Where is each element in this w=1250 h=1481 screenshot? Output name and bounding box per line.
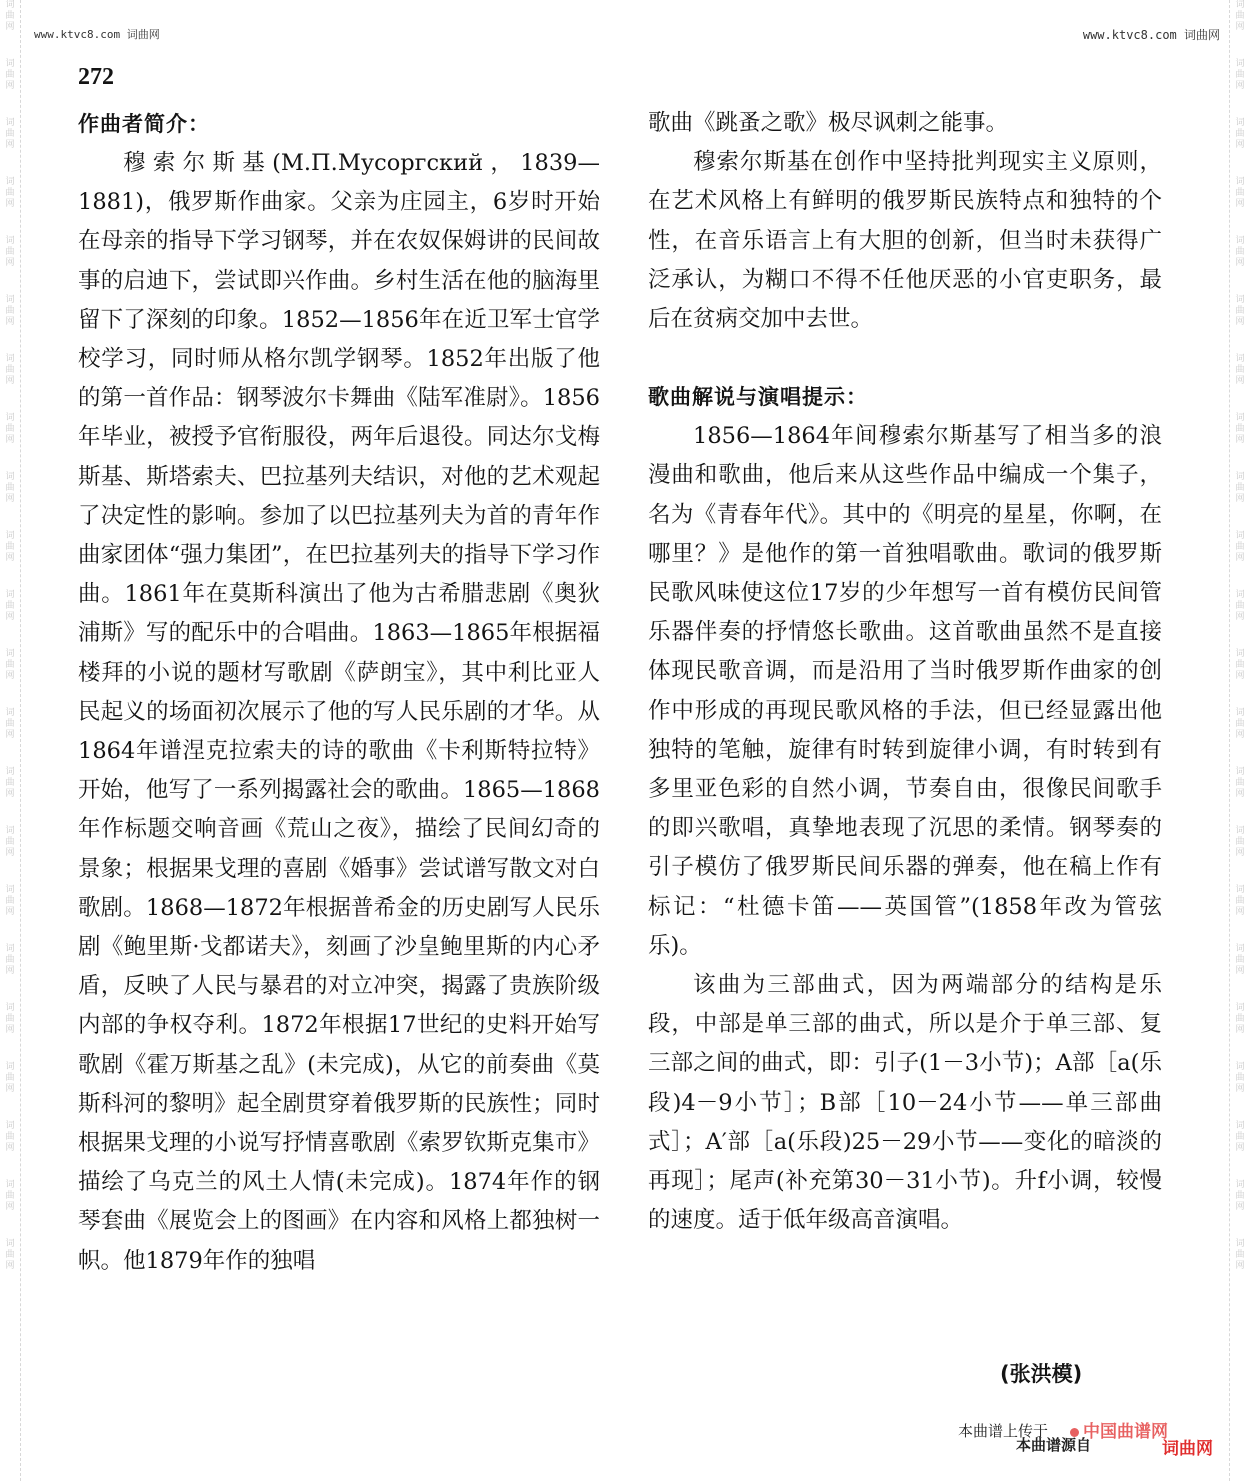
footer-source-origin: 本曲谱源自: [1016, 1436, 1092, 1454]
side-watermark: 词曲网: [5, 649, 15, 681]
author-credit: (张洪模): [1000, 1362, 1083, 1386]
side-watermark: 词曲网: [1235, 708, 1245, 740]
side-watermark: 词曲网: [1235, 472, 1245, 504]
continued-text: 歌曲《跳蚤之歌》极尽讽刺之能事。: [648, 110, 1009, 136]
side-watermark: 词曲网: [5, 0, 15, 32]
side-watermark: 词曲网: [5, 1062, 15, 1094]
side-watermark: 词曲网: [5, 1121, 15, 1153]
side-watermark: 词曲网: [1235, 826, 1245, 858]
side-watermark: 词曲网: [1235, 354, 1245, 386]
footer-site-name: 词曲网: [1162, 1439, 1213, 1459]
side-watermark: 词曲网: [1235, 413, 1245, 445]
left-column: [78, 104, 600, 1281]
side-watermark: 词曲网: [1235, 295, 1245, 327]
left-watermark-strip: [0, 0, 21, 1481]
side-watermark: 词曲网: [1235, 767, 1245, 799]
section-spacer: [648, 339, 1162, 377]
side-watermark: 词曲网: [1235, 1239, 1245, 1271]
footer-source-uploaded: 本曲谱上传于: [958, 1422, 1049, 1440]
side-watermark: 词曲网: [5, 295, 15, 327]
side-watermark: 词曲网: [5, 885, 15, 917]
side-watermark: 词曲网: [5, 118, 15, 150]
side-watermark: 词曲网: [5, 1180, 15, 1212]
side-watermark: 词曲网: [1235, 1121, 1245, 1153]
footer-logo-text: 中国曲谱网: [1083, 1422, 1168, 1442]
side-watermark: 词曲网: [1235, 1003, 1245, 1035]
side-watermark: 词曲网: [1235, 59, 1245, 91]
side-watermark: 词曲网: [5, 590, 15, 622]
side-watermark: 词曲网: [1235, 1180, 1245, 1212]
page-number: 272: [78, 64, 114, 90]
side-watermark: 词曲网: [5, 59, 15, 91]
side-watermark: 词曲网: [5, 1003, 15, 1035]
side-watermark: 词曲网: [5, 531, 15, 563]
song-background-paragraph: 1856—1864年间穆索尔斯基写了相当多的浪漫曲和歌曲，他后来从这些作品中编成一个集子，名为《青春年代》。其中的《明亮的星星，你啊，在哪里？》是他作的第一首独唱歌曲。歌词的俄罗斯民歌风味使这位17岁的少年想写一首有模仿民间管乐器伴奏的抒情悠长歌曲。这首歌曲虽然不是直接体现民歌音调，而是沿用了当时俄罗斯作曲家的创作中形成的再现民歌风格的手法，但已经显露出他独特的笔触，旋律有时转到旋律小调，有时转到有多里亚色彩的自然小调，节奏自由，很像民间歌手的即兴歌唱，真挚地表现了沉思的柔情。钢琴奏的引子模仿了俄罗斯民间乐器的弹奏，他在稿上作有标记：“杜德卡笛——英国管”(1858年改为管弦乐)。: [648, 423, 1162, 959]
right-column: [648, 104, 1162, 1240]
composer-style-paragraph: 穆索尔斯基在创作中坚持批判现实主义原则，在艺术风格上有鲜明的俄罗斯民族特点和独特的个性，在音乐语言上有大胆的创新，但当时未获得广泛承认，为糊口不得不任他厌恶的小官吏职务，最后在贫病交加中去世。: [648, 149, 1162, 333]
side-watermark: 词曲网: [5, 236, 15, 268]
side-watermark: 词曲网: [1235, 177, 1245, 209]
side-watermark: 词曲网: [1235, 1062, 1245, 1094]
side-watermark: 词曲网: [5, 826, 15, 858]
side-watermark: 词曲网: [5, 354, 15, 386]
side-watermark: 词曲网: [5, 413, 15, 445]
header-watermark-right: www.ktvc8.com 词曲网: [1082, 28, 1220, 42]
right-watermark-strip: [1229, 0, 1250, 1481]
side-watermark: 词曲网: [5, 472, 15, 504]
song-form-paragraph: 该曲为三部曲式，因为两端部分的结构是乐段，中部是单三部的曲式，所以是介于单三部、复三部之间的曲式，即：引子(1－3小节)；A部［a(乐段)4－9小节］；B部［10－24小节——单三部曲式］；A′部［a(乐段)25－29小节——变化的暗淡的再现］；尾声(补充第30－31小节)。升f小调，较慢的速度。适于低年级高音演唱。: [648, 972, 1162, 1234]
header-watermark-left: www.ktvc8.com 词曲网: [34, 28, 160, 41]
side-watermark: 词曲网: [1235, 649, 1245, 681]
side-watermark: 词曲网: [5, 1239, 15, 1271]
side-watermark: 词曲网: [1235, 590, 1245, 622]
composer-intro-heading: 作曲者简介：: [78, 112, 210, 136]
side-watermark: 词曲网: [1235, 118, 1245, 150]
side-watermark: 词曲网: [5, 944, 15, 976]
side-watermark: 词曲网: [5, 767, 15, 799]
side-watermark: 词曲网: [1235, 0, 1245, 32]
composer-bio-paragraph: 穆索尔斯基(М.П.Мусоргский，1839—1881)，俄罗斯作曲家。父亲为庄园主，6岁时开始在母亲的指导下学习钢琴，并在农奴保姆讲的民间故事的启迪下，尝试即兴作曲。乡村生活在他的脑海里留下了深刻的印象。1852—1856年在近卫军士官学校学习，同时师从格尔凯学钢琴。1852年出版了他的第一首作品：钢琴波尔卡舞曲《陆军准尉》。1856年毕业，被授予官衔服役，两年后退役。同达尔戈梅斯基、斯塔索夫、巴拉基列夫结识，对他的艺术观起了决定性的影响。参加了以巴拉基列夫为首的青年作曲家团体“强力集团”，在巴拉基列夫的指导下学习作曲。1861年在莫斯科演出了他为古希腊悲剧《奥狄浦斯》写的配乐中的合唱曲。1863—1865年根据福楼拜的小说的题材写歌剧《萨朗宝》，其中利比亚人民起义的场面初次展示了他的写人民乐剧的才华。从1864年谱涅克拉索夫的诗的歌曲《卡利斯特拉特》开始，他写了一系列揭露社会的歌曲。1865—1868年作标题交响音画《荒山之夜》，描绘了民间幻奇的景象；根据果戈理的喜剧《婚事》尝试谱写散文对白歌剧。1868—1872年根据普希金的历史剧写人民乐剧《鲍里斯·戈都诺夫》，刻画了沙皇鲍里斯的内心矛盾，反映了人民与暴君的对立冲突，揭露了贵族阶级内部的争权夺利。1872年根据17世纪的史料开始写歌剧《霍万斯基之乱》(未完成)，从它的前奏曲《莫斯科河的黎明》起全剧贯穿着俄罗斯的民族性；同时根据果戈理的小说写抒情喜歌剧《索罗钦斯克集市》描绘了乌克兰的风土人情(未完成)。1874年作的钢琴套曲《展览会上的图画》在内容和风格上都独树一帜。他1879年作的独唱: [78, 150, 600, 1274]
side-watermark: 词曲网: [1235, 885, 1245, 917]
side-watermark: 词曲网: [5, 177, 15, 209]
side-watermark: 词曲网: [5, 708, 15, 740]
side-watermark: 词曲网: [1235, 236, 1245, 268]
side-watermark: 词曲网: [1235, 531, 1245, 563]
song-notes-heading: 歌曲解说与演唱提示：: [648, 385, 868, 410]
side-watermark: 词曲网: [1235, 944, 1245, 976]
